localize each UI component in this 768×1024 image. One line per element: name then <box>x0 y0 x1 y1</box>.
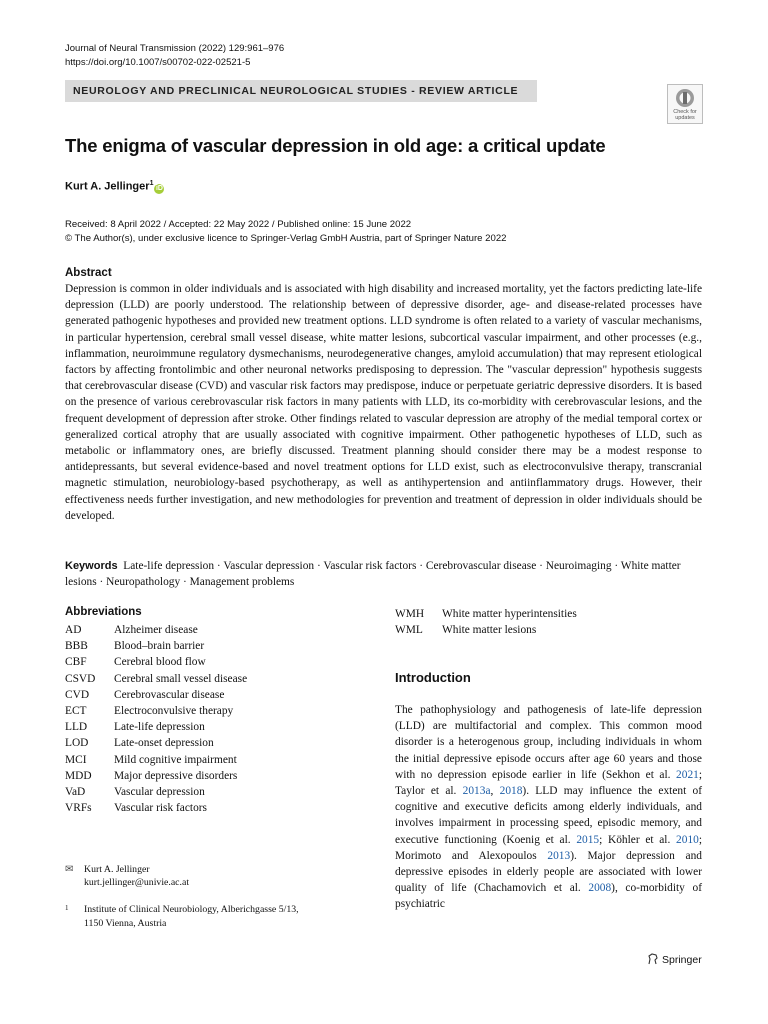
abbreviation-term: VRFs <box>65 802 92 815</box>
citation-link[interactable]: 2013a <box>462 785 491 798</box>
introduction-text <box>395 702 702 913</box>
section-banner: NEUROLOGY AND PRECLINICAL NEUROLOGICAL STUDIES - REVIEW ARTICLE <box>65 80 537 102</box>
abbreviation-definition: Cerebrovascular disease <box>114 688 225 701</box>
keywords-list: Late-life depression · Vascular depression · Vascular risk factors · Cerebrovascular disease · Neuroimaging · White matter lesions · Neuropathology · Management problems <box>65 560 681 589</box>
abbreviation-row <box>65 687 247 703</box>
abbreviation-row <box>65 622 247 638</box>
abbreviation-row <box>65 768 247 784</box>
abbreviation-definition: Mild cognitive impairment <box>114 753 237 766</box>
author-name[interactable]: Kurt A. Jellinger <box>65 180 150 193</box>
abbreviation-row <box>395 606 577 622</box>
orcid-icon[interactable]: iD <box>155 184 163 192</box>
abbreviation-definition: Vascular depression <box>114 786 205 799</box>
check-updates-line2: updates <box>675 115 695 121</box>
abbreviation-row <box>65 703 247 719</box>
corresponding-author <box>65 863 189 889</box>
keywords <box>65 558 702 590</box>
affiliation <box>65 903 299 931</box>
abstract-heading: Abstract <box>65 267 112 279</box>
author-line <box>65 180 164 194</box>
intro-text-segment: ; Köhler et al. <box>599 833 677 846</box>
envelope-icon: ✉ <box>65 864 74 875</box>
intro-text-segment: , <box>490 785 500 798</box>
abbreviation-term: LOD <box>65 737 89 750</box>
contact-email[interactable]: kurt.jellinger@univie.ac.at <box>84 877 190 888</box>
abbreviation-row <box>65 735 247 751</box>
abbreviation-term: MDD <box>65 769 92 782</box>
article-dates <box>65 218 507 246</box>
abbreviation-term: AD <box>65 624 82 636</box>
intro-text-segment: ). Major depression and depressive episodes in elderly people are associated with lower quality of life (Chachamovich et al. <box>395 849 702 895</box>
abbreviations-table-right <box>395 606 577 638</box>
affiliation-line: Institute of Clinical Neurobiology, Alberichgasse 5/13, <box>84 904 299 915</box>
article-title: The enigma of vascular depression in old age: a critical update <box>65 135 606 156</box>
abbreviation-row <box>65 784 247 800</box>
intro-text-segment: ), co-morbidity of psychiatric <box>395 882 702 911</box>
abbreviation-term: MCI <box>65 753 87 766</box>
abbreviation-definition: Blood–brain barrier <box>114 640 205 653</box>
publisher-name: Springer <box>662 954 702 966</box>
intro-text-segment: ; Morimoto and Alexopoulos <box>395 833 702 862</box>
abbreviation-definition: Cerebral blood flow <box>114 656 206 669</box>
abbreviation-definition: Vascular risk factors <box>114 802 207 815</box>
abbreviation-term: ECT <box>65 705 87 718</box>
copyright-line: © The Author(s), under exclusive licence to Springer-Verlag GmbH Austria, part of Springer Nature 2022 <box>65 233 507 244</box>
journal-header <box>65 42 284 70</box>
abbreviation-term: CVD <box>65 688 90 701</box>
abbreviations-heading: Abbreviations <box>65 606 142 618</box>
abbreviation-definition: Cerebral small vessel disease <box>114 672 248 685</box>
abbreviation-definition: Major depressive disorders <box>114 769 238 782</box>
affiliation-number: 1 <box>65 904 69 912</box>
abbreviation-definition: White matter lesions <box>442 624 537 637</box>
abbreviation-row <box>65 800 247 816</box>
author-affiliation-marker: 1 <box>149 180 154 187</box>
citation-link[interactable]: 2013 <box>547 849 571 862</box>
citation-link[interactable]: 2015 <box>576 833 600 846</box>
abbreviation-row <box>65 671 247 687</box>
abbreviation-term: WMH <box>395 608 425 620</box>
abbreviation-term: LLD <box>65 721 88 734</box>
springer-horse-icon <box>647 953 659 965</box>
intro-text-segment: ). LLD may influence the extent of cognitive and executive deficits among elderly individuals, and involves impairment in processing speed, episodic memory, and executive functioning (Koenig et al. <box>395 785 703 846</box>
abbreviation-term: CSVD <box>65 672 96 685</box>
keywords-label: Keywords <box>65 560 118 572</box>
contact-name: Kurt A. Jellinger <box>84 864 150 875</box>
doi-link[interactable]: https://doi.org/10.1007/s00702-022-02521-5 <box>65 57 251 68</box>
abbreviation-definition: Late-life depression <box>114 721 205 734</box>
abbreviation-row <box>65 752 247 768</box>
abbreviation-term: BBB <box>65 640 88 653</box>
journal-citation: Journal of Neural Transmission (2022) 129:961–976 <box>65 43 285 54</box>
citation-link[interactable]: 2021 <box>676 768 699 781</box>
abbreviations-table-left <box>65 622 247 816</box>
introduction-heading: Introduction <box>395 670 471 685</box>
abbreviation-definition: Electroconvulsive therapy <box>114 705 234 718</box>
check-updates-line1: Check for <box>673 109 697 115</box>
abstract-text: Depression is common in older individuals and is associated with high disability and increased mortality, yet the factors predicting late-life depression (LLD) are poorly understood. The relationship between of depressive disorder, age- and disease-related processes have generated pathogenic hypotheses and provided new treatment options. LLD syndrome is often related to a variety of vascular mechanisms, in particular hypertension, cerebral small vessel disease, white matter lesions, subcortical vascular impairment, and other processes (e.g., inflammation, neuroimmune regulatory dysmechanisms, neurodegenerative changes, amyloid accumulation) that may represent etiological factors by affecting frontolimbic and other neuronal networks predisposing to depression. The "vascular depression" hypothesis suggests that cerebrovascular disease (CVD) and vascular risk factors may predispose, induce or perpetuate geriatric depressive disorders. It is based on the presence of various cerebrovascular risk factors in many patients with LLD, its co-morbidity with cerebrovascular lesions, and the frequent development of depression after stroke. Other findings related to vascular depression are atrophy of the medial temporal cortex or generalized cortical atrophy that are usually associated with cognitive impairment. Other pathogenetic hypotheses of LLD, such as metabolic or inflammatory ones, are briefly discussed. Treatment planning should consider there may be a modest response to antidepressants, but several evidence-based and novel treatment options for LLD exist, such as electroconvulsive therapy, transcranial magnetic stimulation, neurobiology-based psychotherapy, as well as antihypertension and antiinflammatory drugs. However, their effectiveness needs further investigation, and new methodologies for prevention and treatment of depression in older individuals should be developed. <box>65 283 703 522</box>
abbreviation-row <box>395 622 577 638</box>
citation-link[interactable]: 2008 <box>588 882 612 895</box>
check-updates-icon <box>675 88 695 108</box>
abbreviation-row <box>65 654 247 670</box>
publication-dates: Received: 8 April 2022 / Accepted: 22 May 2022 / Published online: 15 June 2022 <box>65 219 412 230</box>
abbreviation-row <box>65 719 247 735</box>
abbreviation-definition: Late-onset depression <box>114 737 214 750</box>
abbreviation-term: VaD <box>65 786 86 799</box>
abbreviation-term: CBF <box>65 656 87 669</box>
abbreviation-definition: Alzheimer disease <box>114 624 198 636</box>
abbreviation-definition: White matter hyperintensities <box>442 608 577 620</box>
affiliation-line: 1150 Vienna, Austria <box>84 918 167 929</box>
abbreviation-term: WML <box>395 624 423 637</box>
publisher-logo <box>647 953 702 966</box>
citation-link[interactable]: 2018 <box>499 785 523 798</box>
citation-link[interactable]: 2010 <box>676 833 699 846</box>
intro-text-segment: The pathophysiology and pathogenesis of late-life depression (LLD) are multifactorial and complex. This common mood disorder is a heterogenous group, including individuals in whom the initial depressive episode occurs after age 60 years and those with no depression episode earlier in life (Sekhon et al. <box>395 704 702 781</box>
abbreviation-row <box>65 638 247 654</box>
check-for-updates-badge[interactable] <box>667 84 703 124</box>
intro-text-segment: ; Taylor et al. <box>395 768 702 798</box>
